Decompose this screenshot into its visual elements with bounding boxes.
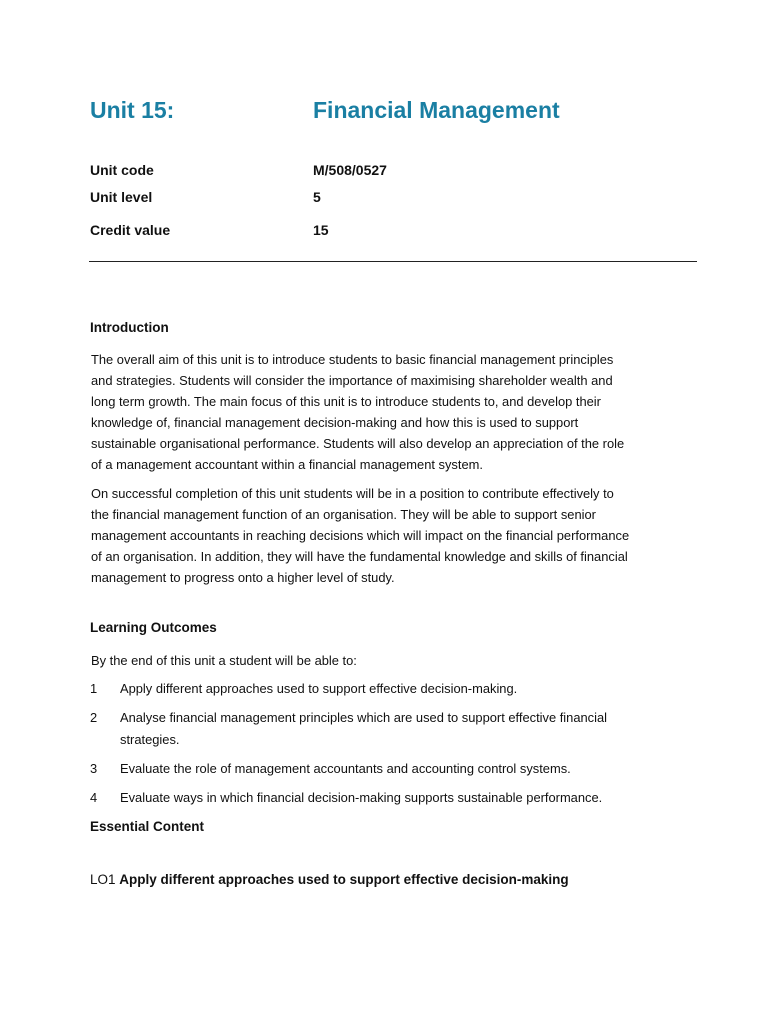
paragraph-line: By the end of this unit a student will be able to: bbox=[91, 653, 357, 668]
lo1-heading bbox=[90, 869, 569, 891]
unit-level-value: 5 bbox=[313, 189, 321, 205]
paragraph-line: management accountants in reaching decisions which will impact on the financial performance bbox=[91, 528, 630, 543]
credit-value-row bbox=[90, 219, 690, 241]
learning-outcomes-heading: Learning Outcomes bbox=[90, 620, 217, 635]
paragraph-line: of a management accountant within a financial management system. bbox=[91, 457, 483, 472]
outcome-number: 2 bbox=[90, 710, 98, 725]
lo1-text: Apply different approaches used to support effective decision-making bbox=[119, 872, 569, 887]
introduction-paragraph-2 bbox=[91, 483, 681, 588]
paragraph-line: of an organisation. In addition, they will have the fundamental knowledge and skills of financial bbox=[91, 549, 628, 564]
outcome-number: 1 bbox=[90, 681, 98, 696]
paragraph-line: On successful completion of this unit students will be in a position to contribute effectively to bbox=[91, 486, 614, 501]
unit-name-title: Financial Management bbox=[313, 97, 560, 123]
unit-code-value: M/508/0527 bbox=[313, 162, 387, 178]
paragraph-line: management to progress onto a higher level of study. bbox=[91, 570, 395, 585]
credit-value-value: 15 bbox=[313, 222, 329, 238]
outcome-line: Analyse financial management principles which are used to support effective financial bbox=[120, 710, 608, 725]
unit-code-label: Unit code bbox=[90, 162, 154, 178]
paragraph-line: long term growth. The main focus of this unit is to introduce students to, and develop their bbox=[91, 394, 601, 409]
unit-code-row bbox=[90, 159, 690, 181]
outcome-number: 4 bbox=[90, 790, 98, 805]
outcome-text bbox=[120, 787, 602, 809]
paragraph-line: the financial management function of an organisation. They will be able to support senior bbox=[91, 507, 596, 522]
outcome-line: strategies. bbox=[120, 732, 180, 747]
unit-level-row bbox=[90, 186, 690, 208]
outcome-line: Apply different approaches used to support effective decision-making. bbox=[120, 681, 518, 696]
paragraph-line: sustainable organisational performance. Students will also develop an appreciation of the role bbox=[91, 436, 625, 451]
paragraph-line: The overall aim of this unit is to introduce students to basic financial management principles bbox=[91, 352, 614, 367]
paragraph-line: knowledge of, financial management decision-making and how this is used to support bbox=[91, 415, 579, 430]
paragraph-line: and strategies. Students will consider the importance of maximising shareholder wealth and bbox=[91, 373, 613, 388]
outcome-text bbox=[120, 678, 517, 700]
outcome-text bbox=[120, 758, 571, 780]
outcome-line: Evaluate the role of management accountants and accounting control systems. bbox=[120, 761, 571, 776]
unit-level-label: Unit level bbox=[90, 189, 153, 205]
lo1-code: LO1 bbox=[90, 872, 116, 887]
unit-number-title: Unit 15: bbox=[90, 97, 175, 123]
introduction-heading: Introduction bbox=[90, 320, 169, 335]
outcome-number: 3 bbox=[90, 761, 98, 776]
section-divider bbox=[89, 261, 697, 262]
outcome-text bbox=[120, 707, 607, 751]
essential-content-heading: Essential Content bbox=[90, 819, 205, 834]
introduction-paragraph-1 bbox=[91, 349, 681, 475]
credit-value-label: Credit value bbox=[90, 222, 171, 238]
outcome-line: Evaluate ways in which financial decision-making supports sustainable performance. bbox=[120, 790, 603, 805]
learning-outcomes-intro bbox=[91, 650, 681, 671]
